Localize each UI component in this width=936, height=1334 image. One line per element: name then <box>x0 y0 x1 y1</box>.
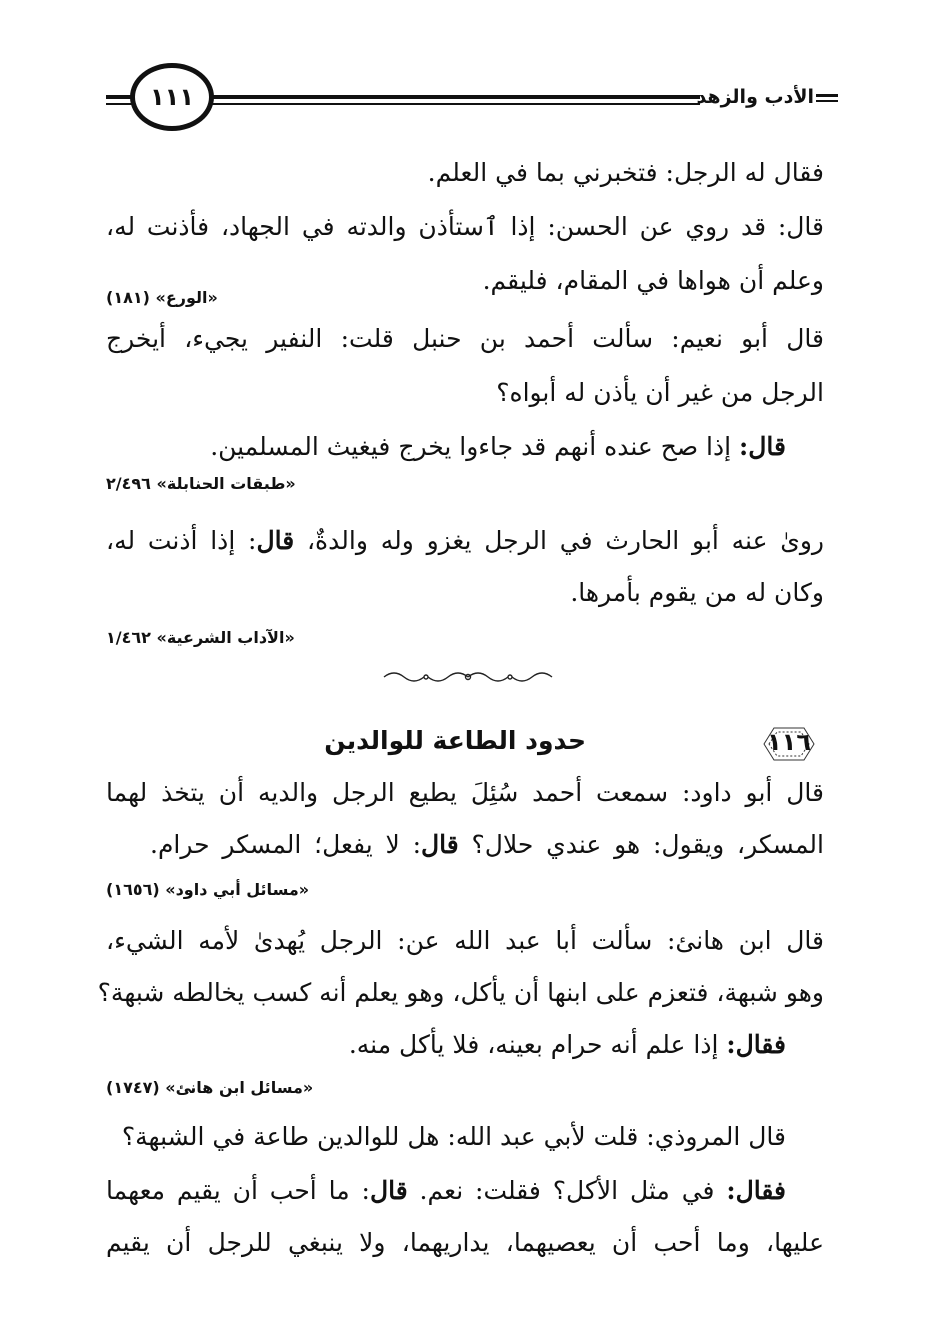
text-line: وهو شبهة، فتعزم على ابنها أن يأكل، وهو يعلم أنه كسب يخالطه شبهة؟ <box>97 978 824 1007</box>
text-line: قال أبو داود: سمعت أحمد سُئِلَ يطيع الرجل والديه أن يتخذ لهما <box>106 778 824 807</box>
text-line: قال أبو نعيم: سألت أحمد بن حنبل قلت: النفير يجيء، أيخرج <box>106 324 824 353</box>
section-title: حدود الطاعة للوالدين <box>324 726 586 755</box>
text-span: : ما أحب أن يقيم معهما <box>106 1176 370 1205</box>
keyword-qal: قال: <box>739 432 786 461</box>
keyword-qal: قال <box>421 830 459 859</box>
keyword-faqal: فقال: <box>726 1030 786 1059</box>
text-span: إذا علم أنه حرام بعينه، فلا يأكل منه. <box>348 1030 727 1059</box>
page-number: ١١١ <box>130 63 214 131</box>
running-title: الأدب والزهد <box>696 86 814 108</box>
keyword-qal: قال <box>256 526 295 555</box>
keyword-qal: قال <box>369 1176 408 1205</box>
keyword-faqal: فقال: <box>726 1176 786 1205</box>
header-rule-thin <box>210 103 700 105</box>
text-line: قال المروذي: قلت لأبي عبد الله: هل للوالدين طاعة في الشبهة؟ <box>121 1122 786 1151</box>
text-span: المسكر، ويقول: هو عندي حلال؟ <box>458 830 824 859</box>
source-citation: «الآداب الشرعية» ١/٤٦٢ <box>106 628 295 647</box>
text-line: الرجل من غير أن يأذن له أبواه؟ <box>496 378 824 407</box>
ornament-divider-icon <box>380 668 556 686</box>
source-citation: «طبقات الحنابلة» ٢/٤٩٦ <box>106 474 296 493</box>
header-dash-icon <box>816 92 838 104</box>
text-line: عليها، وما أحب أن يعصيهما، يداريهما، ولا ينبغي للرجل أن يقيم <box>106 1228 824 1257</box>
source-citation: «مسائل ابن هانئ» (١٧٤٧) <box>106 1078 314 1097</box>
text-line <box>210 434 786 459</box>
text-span: إذا صح عنده أنهم قد جاءوا يخرج فيغيث المسلمين. <box>210 432 740 461</box>
text-span: روىٰ عنه أبو الحارث في الرجل يغزو وله والدةٌ، <box>294 526 824 555</box>
text-span: : لا يفعل؛ المسكر حرام. <box>150 830 421 859</box>
text-span: : إذا أذنت له، <box>106 526 257 555</box>
text-line <box>150 832 824 857</box>
source-citation: «الورع» (١٨١) <box>106 288 218 307</box>
section-number: ١١٦ <box>767 728 811 756</box>
text-line: قال: قد روي عن الحسن: إذا ٱستأذن والدته في الجهاد، فأذنت له، <box>106 212 824 241</box>
header-rule-thick <box>210 95 700 99</box>
text-line: قال ابن هانئ: سألت أبا عبد الله عن: الرجل يُهدىٰ لأمه الشيء، <box>106 926 824 955</box>
text-line <box>349 1032 786 1057</box>
text-line: فقال له الرجل: فتخبرني بما في العلم. <box>427 158 824 187</box>
text-span: في مثل الأكل؟ فقلت: نعم. <box>407 1176 727 1205</box>
text-line: وعلم أن هواها في المقام، فليقم. <box>482 266 824 295</box>
text-line <box>106 1178 786 1203</box>
source-citation: «مسائل أبي داود» (١٦٥٦) <box>106 880 310 899</box>
text-line: وكان له من يقوم بأمرها. <box>570 578 824 607</box>
text-line <box>106 528 824 553</box>
